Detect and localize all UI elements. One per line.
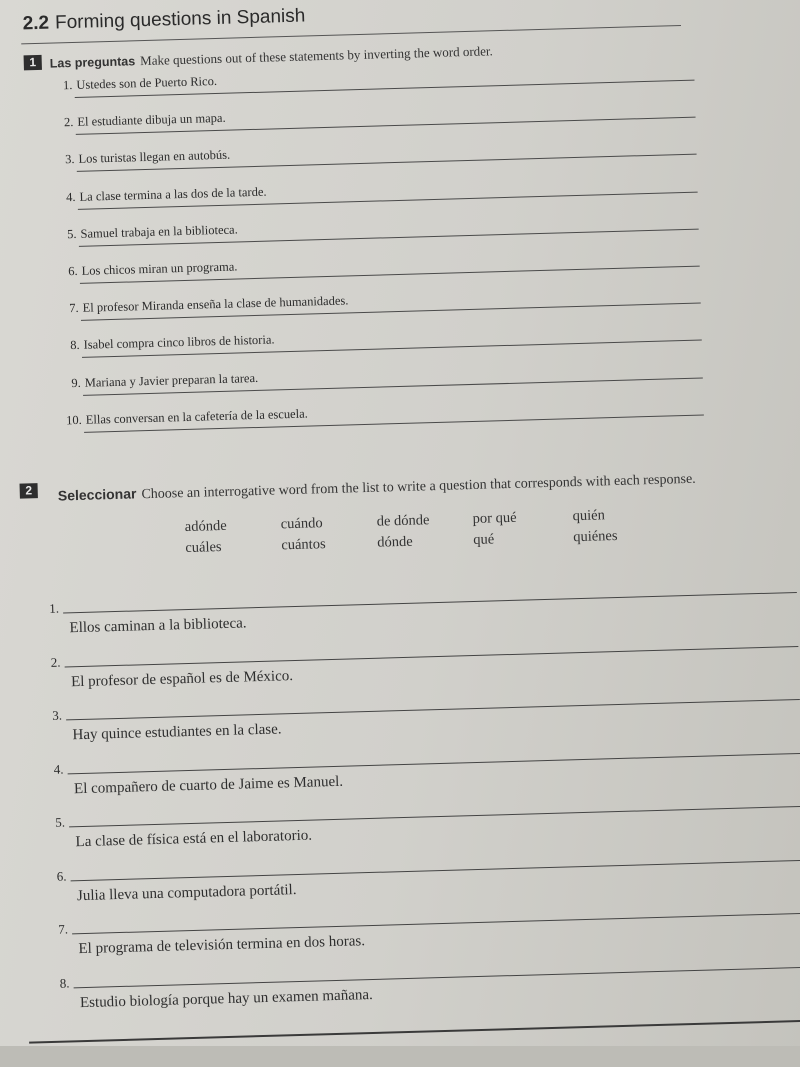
answer-line[interactable] [72, 913, 800, 934]
item-number: 4. [53, 761, 64, 777]
interrogative-word: quiénes [572, 527, 618, 546]
item-number: 2. [50, 654, 61, 670]
response-text: Hay quince estudiantes en la clase. [72, 721, 282, 744]
item-number: 8. [70, 338, 80, 353]
item-number: 6. [56, 867, 67, 884]
interrogative-word: cuáles [185, 539, 222, 557]
statement-text: El estudiante dibuja un mapa. [77, 110, 226, 130]
response-text: La clase de física está en el laboratorio. [75, 827, 313, 851]
response-text: El profesor de español es de México. [70, 667, 294, 690]
section-title: Forming questions in Spanish [54, 5, 306, 34]
item-number: 9. [71, 375, 81, 390]
exercise-2-badge: 2 [20, 483, 38, 498]
response-text: El compañero de cuarto de Jaime es Manuel. [73, 773, 344, 797]
interrogative-word-bank [185, 506, 666, 557]
interrogative-word: quién [572, 507, 606, 525]
answer-line[interactable] [68, 752, 800, 773]
item-number: 10. [65, 412, 82, 428]
interrogative-word: cuándo [280, 515, 323, 533]
interrogative-word: de dónde [376, 512, 430, 530]
exercise-2-instructions [58, 465, 778, 507]
answer-line[interactable] [63, 592, 797, 613]
exercise-1-heading: Las preguntas [49, 54, 136, 71]
response-text: Ellos caminan a la biblioteca. [69, 615, 247, 637]
statement-text: Los turistas llegan en autobús. [78, 148, 231, 167]
statement-text: Ustedes son de Puerto Rico. [76, 73, 218, 92]
statement [54, 74, 217, 94]
page-title [22, 5, 305, 35]
answer-line[interactable] [66, 699, 800, 720]
exercise-2-instruction-text: Choose an interrogative word from the list to write a question that corresponds with each response. [141, 471, 696, 503]
item-number: 7. [69, 301, 79, 316]
response-text: El programa de televisión termina en dos horas. [78, 933, 366, 958]
response-text: Estudio biología porque hay un examen mañana. [79, 986, 373, 1011]
statement-text: Isabel compra cinco libros de historia. [83, 332, 275, 353]
answer-line[interactable] [74, 966, 800, 987]
interrogative-word: dónde [377, 533, 413, 551]
item-number: 5. [55, 814, 66, 830]
interrogative-word: por qué [472, 509, 517, 528]
item-number: 1. [49, 600, 60, 616]
item-number: 2. [63, 115, 74, 130]
statement-text: Mariana y Javier preparan la tarea. [84, 370, 259, 390]
exercise-2-list [36, 560, 800, 1009]
item-number: 7. [58, 921, 69, 937]
interrogative-word: cuántos [281, 536, 326, 554]
statement-text: Samuel trabaja en la biblioteca. [80, 222, 238, 241]
item-number: 8. [59, 974, 70, 991]
item-number: 1. [62, 78, 73, 93]
answer-line[interactable] [69, 806, 800, 827]
exercise-1-instruction-text: Make questions out of these statements by inverting the word order. [139, 43, 493, 69]
exercise-2-heading: Seleccionar [57, 485, 137, 504]
page-bottom-rule [29, 1019, 800, 1043]
item-number: 3. [64, 152, 75, 167]
item-number: 3. [52, 707, 63, 723]
statement-text: La clase termina a las dos de la tarde. [79, 184, 267, 204]
item-number: 5. [66, 226, 77, 241]
answer-line[interactable] [71, 859, 800, 880]
statement-text: Los chicos miran un programa. [81, 259, 238, 278]
interrogative-word: qué [473, 531, 495, 548]
answer-line[interactable] [65, 645, 799, 666]
section-number: 2.2 [22, 12, 50, 35]
item-number: 4. [65, 189, 76, 204]
interrogative-word: adónde [184, 517, 227, 536]
response-text: Julia lleva una computadora portátil. [76, 881, 297, 904]
page-edge-shadow [0, 1046, 800, 1067]
exercise-1-badge: 1 [24, 55, 42, 70]
item-number: 6. [68, 263, 78, 279]
statement-text: Ellas conversan en la cafetería de la escuela. [85, 406, 308, 427]
statement-text: El profesor Miranda enseña la clase de humanidades. [82, 293, 349, 315]
exercise-1-list [54, 61, 704, 451]
